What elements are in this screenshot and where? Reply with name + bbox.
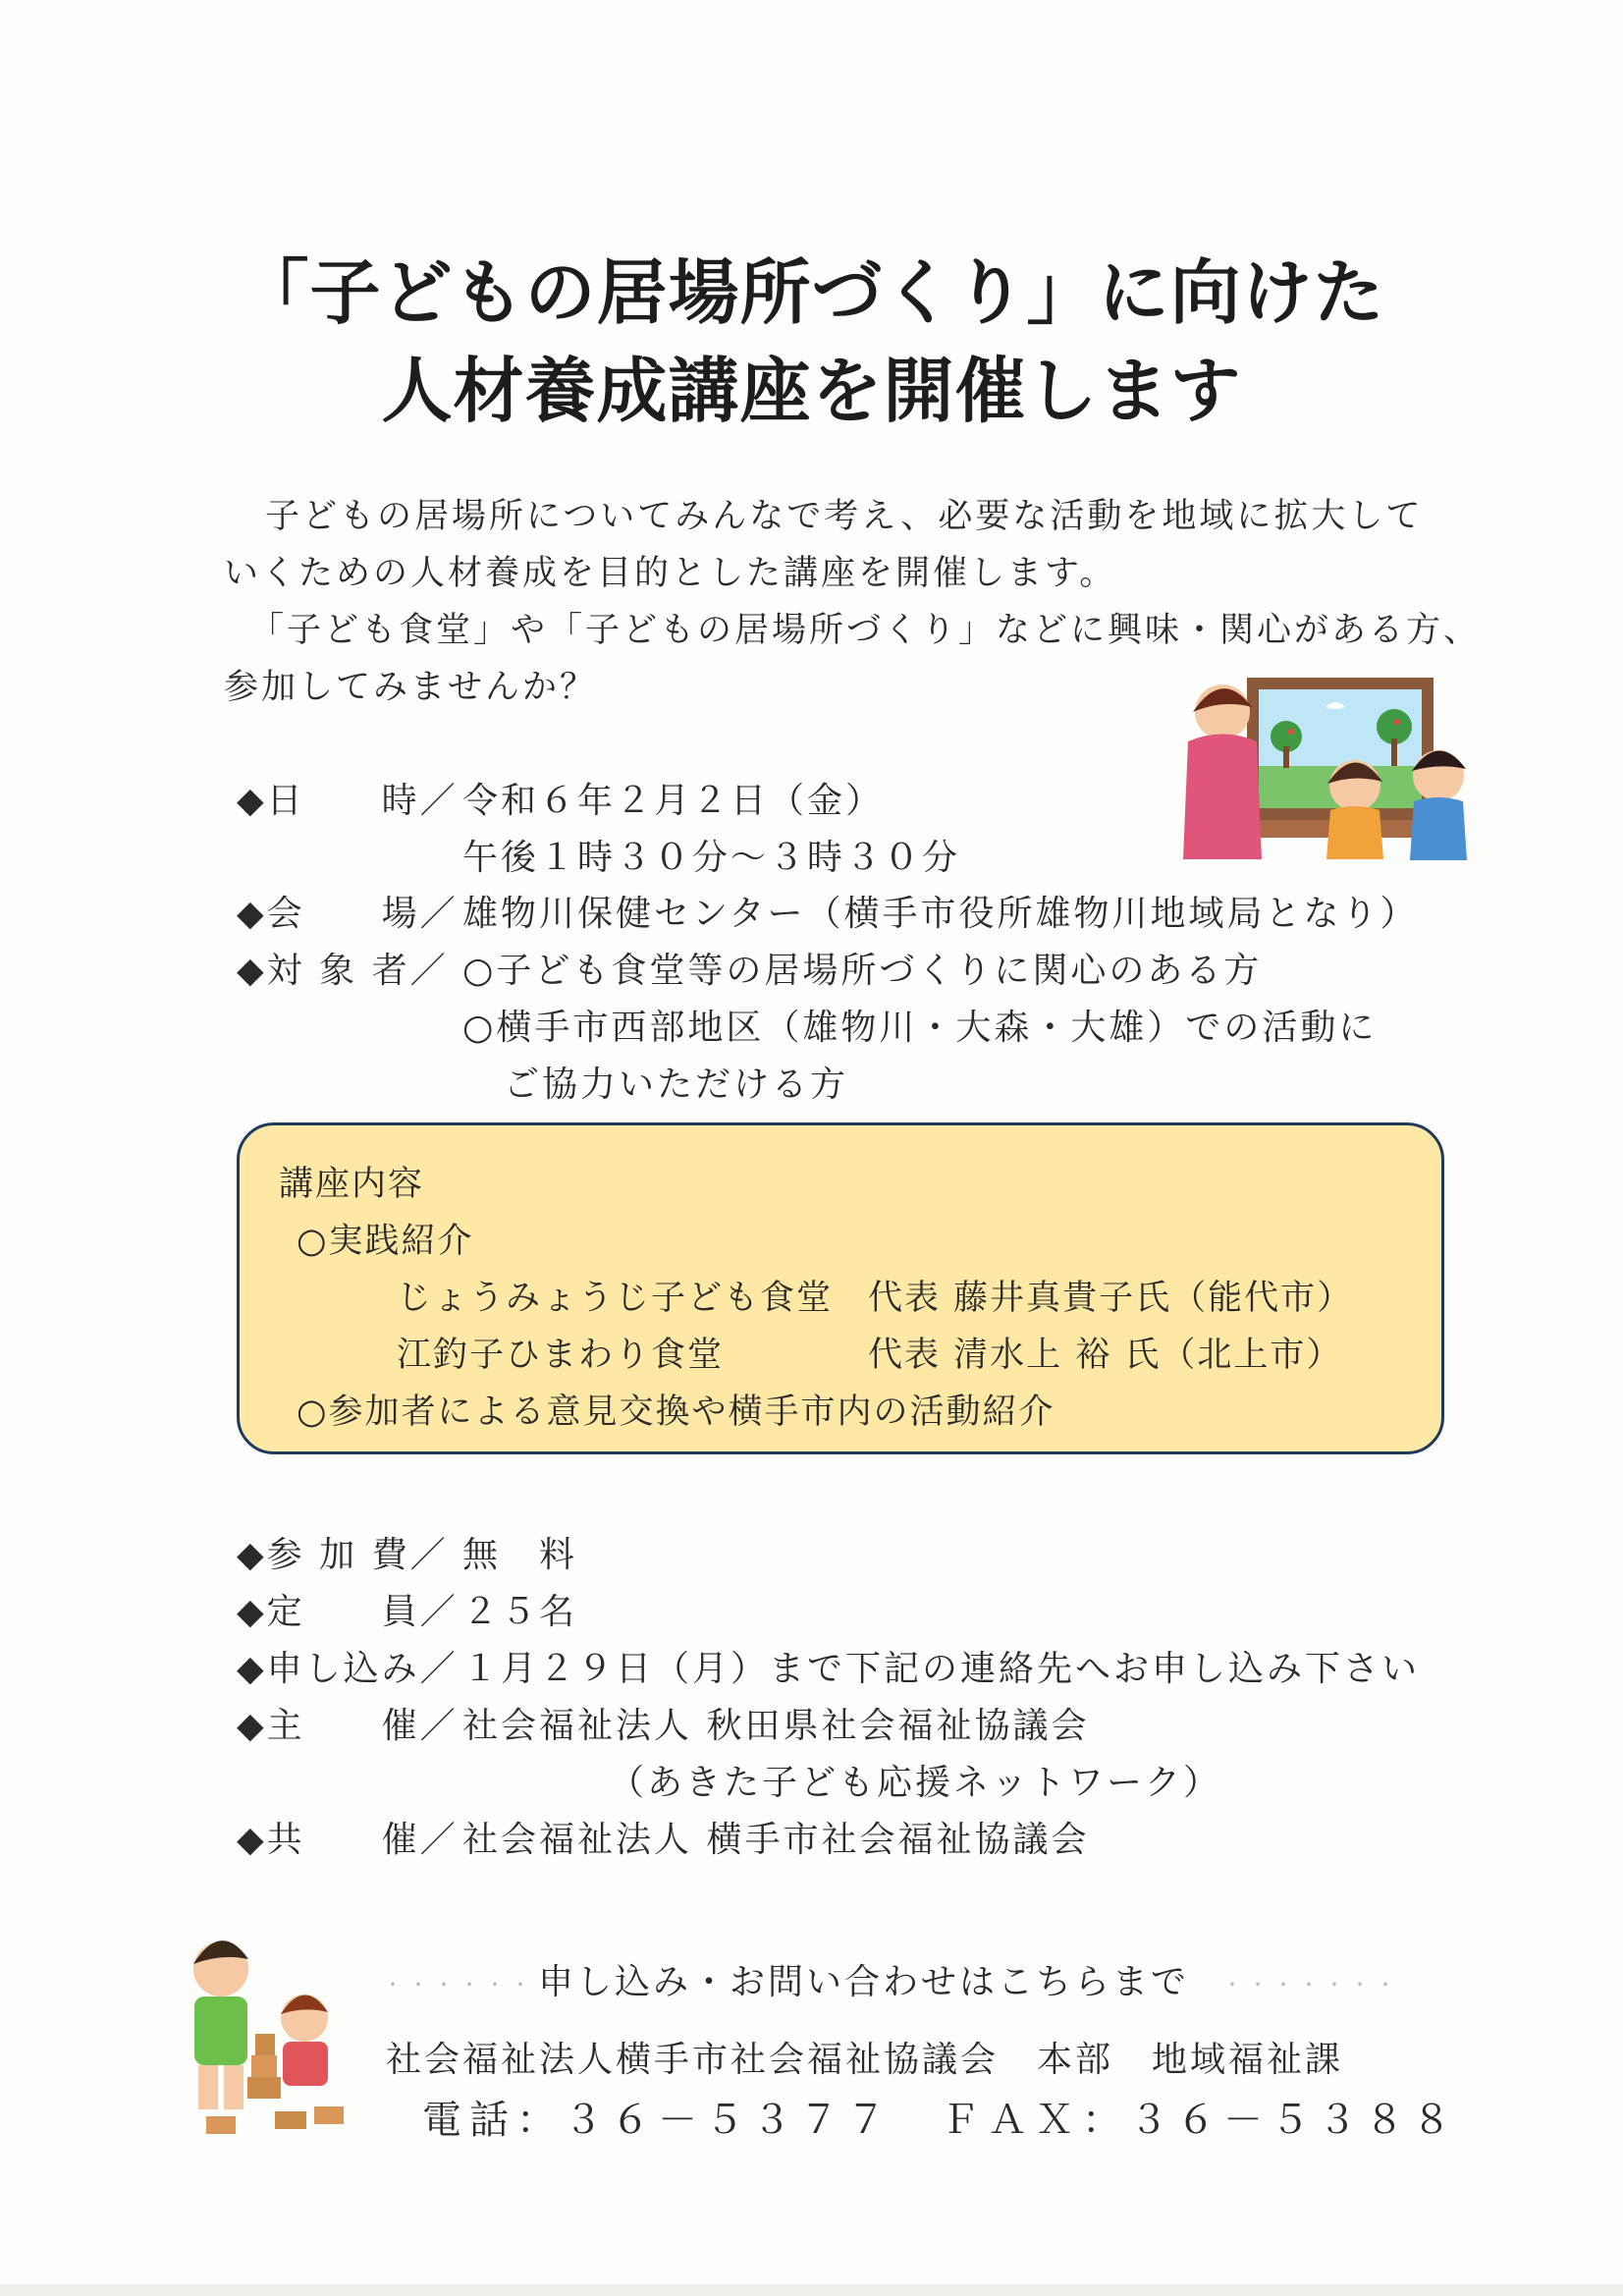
- datetime-row: [237, 773, 1464, 821]
- page-title-line1: 「子どもの居場所づくり」に向けた: [238, 251, 1385, 334]
- contact-phone: 電話：３６－５３７７ ＦＡＸ：３６－５３８８: [422, 2098, 1459, 2143]
- host-label: ◆主 催／: [237, 1706, 459, 1746]
- speaker-org: 江釣子ひまわり食堂: [397, 1336, 725, 1375]
- contact-heading: 申し込み・お問い合わせはこちらまで: [538, 1962, 1190, 2002]
- target-label: ◆対 象 者／: [237, 951, 449, 991]
- capacity-value: ２５名: [462, 1592, 578, 1632]
- datetime-value: 令和６年２月２日（金）: [462, 781, 885, 821]
- cohost-value: 社会福祉法人 横手市社会福祉協議会: [462, 1820, 1090, 1860]
- target-value: ご協力いただける方: [504, 1065, 849, 1105]
- apply-value: １月２９日（月）まで下記の連絡先へお申し込み下さい: [462, 1649, 1421, 1689]
- intro-text: いくための人材養成を目的とした講座を開催します。: [224, 554, 1117, 593]
- fee-value: 無 料: [462, 1535, 578, 1575]
- page-title-line2: 人材養成講座を開催します: [381, 350, 1242, 432]
- venue-label: ◆会 場／: [237, 894, 459, 934]
- decorative-dots: ・・・・・・・: [383, 1973, 562, 1996]
- target-row: [237, 943, 1464, 991]
- host-value: （あきた子ども応援ネットワーク）: [609, 1763, 1222, 1803]
- datetime-label: ◆日 時／: [237, 781, 459, 821]
- capacity-row: [237, 1584, 1464, 1632]
- venue-value: 雄物川保健センター（横手市役所雄物川地域局となり）: [462, 894, 1419, 934]
- venue-row: [237, 886, 1464, 934]
- speaker-name: 代表 清水上 裕 氏（北上市）: [868, 1336, 1343, 1375]
- intro-text: 参加してみませんか？: [224, 668, 598, 707]
- scan-edge: [0, 2284, 1623, 2296]
- host-value: 社会福祉法人 秋田県社会福祉協議会: [462, 1706, 1090, 1746]
- speaker-org: じょうみょうじ子ども食堂: [397, 1279, 834, 1318]
- fee-label: ◆参 加 費／: [237, 1535, 449, 1575]
- datetime-time: 午後１時３０分～３時３０分: [462, 838, 961, 878]
- course-heading: 講座内容: [279, 1165, 425, 1204]
- course-item: ○実践紹介: [297, 1222, 474, 1261]
- apply-label: ◆申し込み／: [237, 1649, 459, 1689]
- course-item: ○参加者による意見交換や横手市内の活動紹介: [297, 1393, 1055, 1432]
- cohost-row: [237, 1812, 1464, 1860]
- apply-row: [237, 1641, 1464, 1689]
- contact-org: 社会福祉法人横手市社会福祉協議会 本部 地域福祉課: [386, 2040, 1344, 2080]
- intro-text: 子どもの居場所についてみんなで考え、必要な活動を地域に拡大して: [265, 497, 1424, 536]
- host-row: [237, 1698, 1464, 1746]
- speaker-name: 代表 藤井真貴子氏（能代市）: [868, 1279, 1354, 1318]
- target-value: ○子ども食堂等の居場所づくりに関心のある方: [462, 951, 1263, 991]
- target-value: ○横手市西部地区（雄物川・大森・大雄）での活動に: [462, 1008, 1378, 1048]
- cohost-label: ◆共 催／: [237, 1820, 459, 1860]
- children-blocks-illustration: [177, 1920, 353, 2141]
- capacity-label: ◆定 員／: [237, 1592, 459, 1632]
- intro-text: 「子ども食堂」や「子どもの居場所づくり」などに興味・関心がある方、: [249, 611, 1482, 650]
- children-window-illustration: [1168, 668, 1492, 864]
- fee-row: [237, 1527, 1464, 1575]
- decorative-dots: ・・・・・・・: [1222, 1973, 1401, 1996]
- course-content-box: [237, 1122, 1444, 1454]
